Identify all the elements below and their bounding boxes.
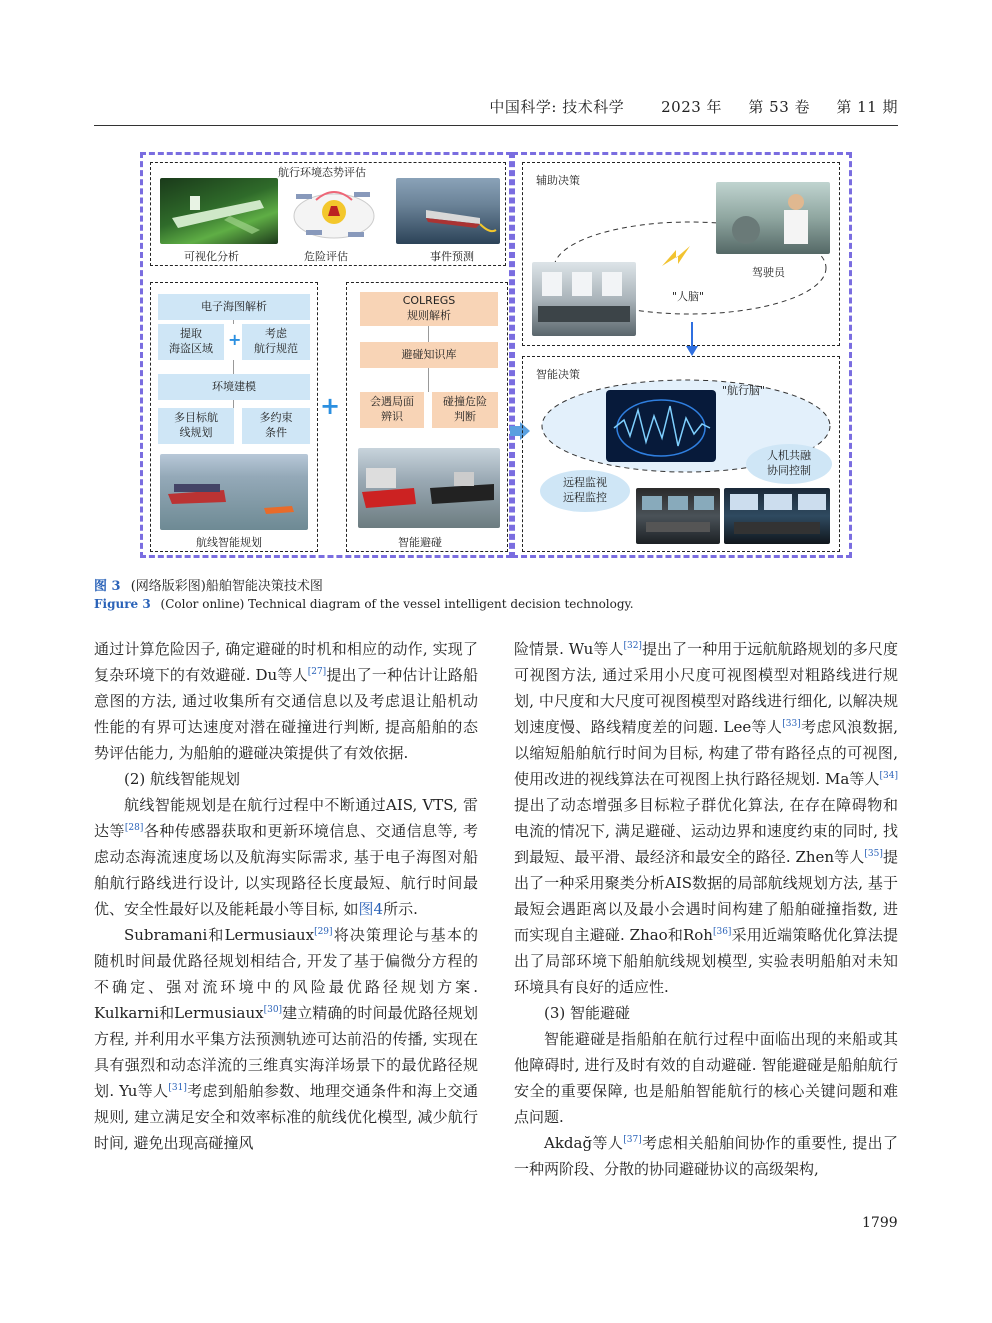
paragraph <box>94 792 478 922</box>
left-column <box>94 636 478 1156</box>
ship-3d-icon <box>160 178 278 244</box>
journal-volume: 第 53 卷 <box>748 98 811 116</box>
cooperate-label: 人机共融 协同控制 <box>767 449 811 477</box>
extract-pirate-label: 提取 海盗区域 <box>169 327 213 355</box>
text: 提出了一种用于远航航路规划的多尺度可视图方法, 通过采用小尺度可视图模型对粗路线进行规划, 中尺度和大尺度可视图模型对路线进行细化, 以解决规划速度慢、路线精度差的问题. Lee等人 <box>514 640 898 736</box>
text: 将决策理论与基本的随机时间最优路径规划相结合, 开发了基于偏微分方程的不确定、强对流环境中的风险最优路径规划方案. Kulkarni和Lermusiaux <box>94 926 478 1022</box>
multi-target-box <box>158 408 234 444</box>
text: 建立精确的时间最优路径规划方程, 并利用水平集方法预测轨迹可达前沿的传播, 实现在具有强烈和动态洋流的三维真实海洋场景下的最优路径规划. Yu等人 <box>94 1004 478 1100</box>
running-header <box>94 96 898 117</box>
remote-ellipse <box>540 470 630 512</box>
bridge-image <box>532 262 636 336</box>
bridge-console-icon <box>532 262 636 336</box>
citation-link[interactable]: [29] <box>314 927 333 937</box>
down-arrow-icon <box>686 322 698 360</box>
citation-link[interactable]: [34] <box>879 771 898 781</box>
text: 通过计算危险因子, 确定避碰的时机和相应的动作, 实现了复杂环境下的有效避碰. Du等人 <box>94 640 478 684</box>
journal-issue: 第 11 期 <box>836 98 898 116</box>
right-column <box>514 636 898 1182</box>
control-room-image-2 <box>724 488 830 544</box>
connector-line <box>233 360 234 374</box>
colregs-label: COLREGS 规则解析 <box>402 294 456 322</box>
text: 航线智能规划是在航行过程中不断通过AIS, VTS, 雷达等 <box>94 796 478 840</box>
pilot-label: 驾驶员 <box>752 266 785 279</box>
navigation-rules-box <box>242 324 310 360</box>
multi-constraint-label: 多约束 条件 <box>259 411 293 439</box>
connector-line <box>428 326 429 342</box>
journal-name: 中国科学: 技术科学 <box>489 98 625 116</box>
text: 各种传感器获取和更新环境信息、交通信息等, 考虑动态海流速度场以及航海实际需求, 基于电子海图对船舶航行路线进行设计, 以实现路径长度最短、航行时间最优、安全性最好以及能耗最小等目标, 如 <box>94 822 478 918</box>
situation-title: 航行环境态势评估 <box>278 166 366 179</box>
text: 提出了一种采用聚类分析AIS数据的局部航线规划方法, 基于最短会遇距离以及最小会遇时间构建了船舶碰撞指数, 进而实现自主避碰. Zhao和Roh <box>514 848 898 944</box>
brain-wave-image <box>606 390 716 462</box>
paragraph <box>94 922 478 1156</box>
env-modeling-label: 环境建模 <box>212 379 256 393</box>
connector-line <box>233 400 234 408</box>
header-rule <box>94 125 898 126</box>
navigation-rules-label: 考虑 航行规范 <box>254 327 298 355</box>
paragraph <box>514 636 898 1000</box>
radar-ship-icon <box>288 180 380 246</box>
citation-link[interactable]: [37] <box>623 1135 642 1145</box>
section-heading: (2) 航线智能规划 <box>124 770 241 788</box>
journal-year: 2023 年 <box>661 98 723 116</box>
event-prediction-image <box>396 178 500 244</box>
knowledge-base-box <box>360 342 498 368</box>
text: 所示. <box>383 900 418 918</box>
citation-link[interactable]: [28] <box>124 823 144 833</box>
collision-avoidance-caption: 智能避碰 <box>398 536 442 549</box>
citation-link[interactable]: [27] <box>307 667 327 677</box>
text: Akdağ等人 <box>544 1134 624 1152</box>
navigation-brain-label: "航行脑" <box>722 384 766 397</box>
control-room-image-1 <box>636 488 720 544</box>
colregs-box <box>360 292 498 326</box>
encounter-box <box>360 392 424 428</box>
citation-link[interactable]: [31] <box>168 1083 187 1093</box>
section-heading: (3) 智能避碰 <box>544 1004 631 1022</box>
danger-assessment-label: 危险评估 <box>304 250 348 263</box>
encounter-label: 会遇局面 辨识 <box>370 395 414 423</box>
figure-caption-cn <box>94 575 323 594</box>
bridge-screens-icon <box>724 488 830 544</box>
citation-link[interactable]: [30] <box>263 1005 283 1015</box>
citation-link[interactable]: [32] <box>623 641 642 651</box>
remote-label: 远程监视 远程监控 <box>563 476 607 504</box>
multi-target-label: 多目标航 线规划 <box>174 411 218 439</box>
visual-analysis-image <box>160 178 278 244</box>
danger-assessment-image <box>288 180 380 246</box>
cooperate-ellipse <box>746 444 832 484</box>
container-ship-icon <box>160 454 308 530</box>
pilot-icon <box>716 182 830 254</box>
chart-parsing-label: 电子海图解析 <box>201 299 267 313</box>
paragraph <box>514 1130 898 1182</box>
route-planning-image <box>160 454 308 530</box>
brain-wave-icon <box>606 390 716 462</box>
citation-link[interactable]: [35] <box>864 849 883 859</box>
collision-avoidance-image <box>358 448 500 528</box>
chart-parsing-box <box>158 294 310 320</box>
figure-3 <box>140 152 852 558</box>
figure-caption-en-text: (Color online) Technical diagram of the vessel intelligent decision technology. <box>160 597 634 611</box>
paragraph <box>94 636 478 766</box>
page-number: 1799 <box>862 1215 898 1231</box>
figure-caption-en <box>94 597 634 611</box>
event-prediction-label: 事件预测 <box>430 250 474 263</box>
smart-decision-title: 智能决策 <box>536 368 580 381</box>
route-planning-caption: 航线智能规划 <box>196 536 262 549</box>
text: 提出了动态增强多目标粒子群优化算法, 在存在障碍物和电流的情况下, 满足避碰、运动边界和速度约束的同时, 找到最短、最平滑、最经济和最安全的路径. Zhen等人 <box>514 796 898 866</box>
text: 考虑风浪数据, 以缩短船舶航行时间为目标, 构建了带有路径点的可视图, 使用改进的视线算法在可视图上执行路径规划. Ma等人 <box>514 718 898 788</box>
text: 考虑相关船舶间协作的重要性, 提出了一种两阶段、分散的协同避碰协议的高级架构, <box>514 1134 898 1178</box>
connector-line <box>233 320 234 324</box>
figure-caption-cn-text: (网络版彩图)船舶智能决策技术图 <box>130 579 323 594</box>
paragraph: 智能避碰是指船舶在航行过程中面临出现的来船或其他障碍时, 进行及时有效的自动避碰. 智能避碰是船舶航行安全的重要保障, 也是船舶智能航行的核心关键问题和难点问题. <box>514 1030 898 1126</box>
visual-analysis-label: 可视化分析 <box>184 250 239 263</box>
text: 考虑到船舶参数、地理交通条件和海上交通规则, 建立满足安全和效率标准的航线优化模型, 减少航行时间, 避免出现高碰撞风 <box>94 1082 478 1152</box>
text: 提出了一种估计让路船意图的方法, 通过收集所有交通信息以及考虑退让船机动性能的有界可达速度对潜在碰撞进行判断, 提高船舶的态势评估能力, 为船舶的避碰决策提供了有效依据. <box>94 666 478 762</box>
tanker-icon <box>396 178 500 244</box>
figure-number-cn: 图 3 <box>94 579 121 594</box>
citation-link[interactable]: [36] <box>712 927 732 937</box>
env-modeling-box <box>158 374 310 400</box>
text: 险情景. Wu等人 <box>514 640 624 658</box>
danger-judge-box <box>432 392 498 428</box>
text: Subramani和Lermusiaux <box>124 926 315 944</box>
citation-link[interactable]: [33] <box>782 719 801 729</box>
pilot-image <box>716 182 830 254</box>
monitor-room-icon <box>636 488 720 544</box>
human-brain-label: "人脑" <box>672 290 705 303</box>
ships-icon <box>358 448 500 528</box>
extract-pirate-box <box>158 324 224 360</box>
plus-icon: + <box>320 392 341 420</box>
figure-link[interactable]: 图4 <box>358 900 384 918</box>
danger-judge-label: 碰撞危险 判断 <box>443 395 487 423</box>
lightning-icon <box>660 244 694 274</box>
figure-number-en: Figure 3 <box>94 597 151 611</box>
connector-line <box>428 368 429 392</box>
plus-icon: + <box>228 330 242 349</box>
multi-constraint-box <box>242 408 310 444</box>
knowledge-base-label: 避碰知识库 <box>401 347 457 361</box>
text: 采用近端策略优化算法提出了局部环境下船舶航线规划模型, 实验表明船舶对未知环境具有良好的适应性. <box>514 926 898 996</box>
assisted-decision-title: 辅助决策 <box>536 174 580 187</box>
